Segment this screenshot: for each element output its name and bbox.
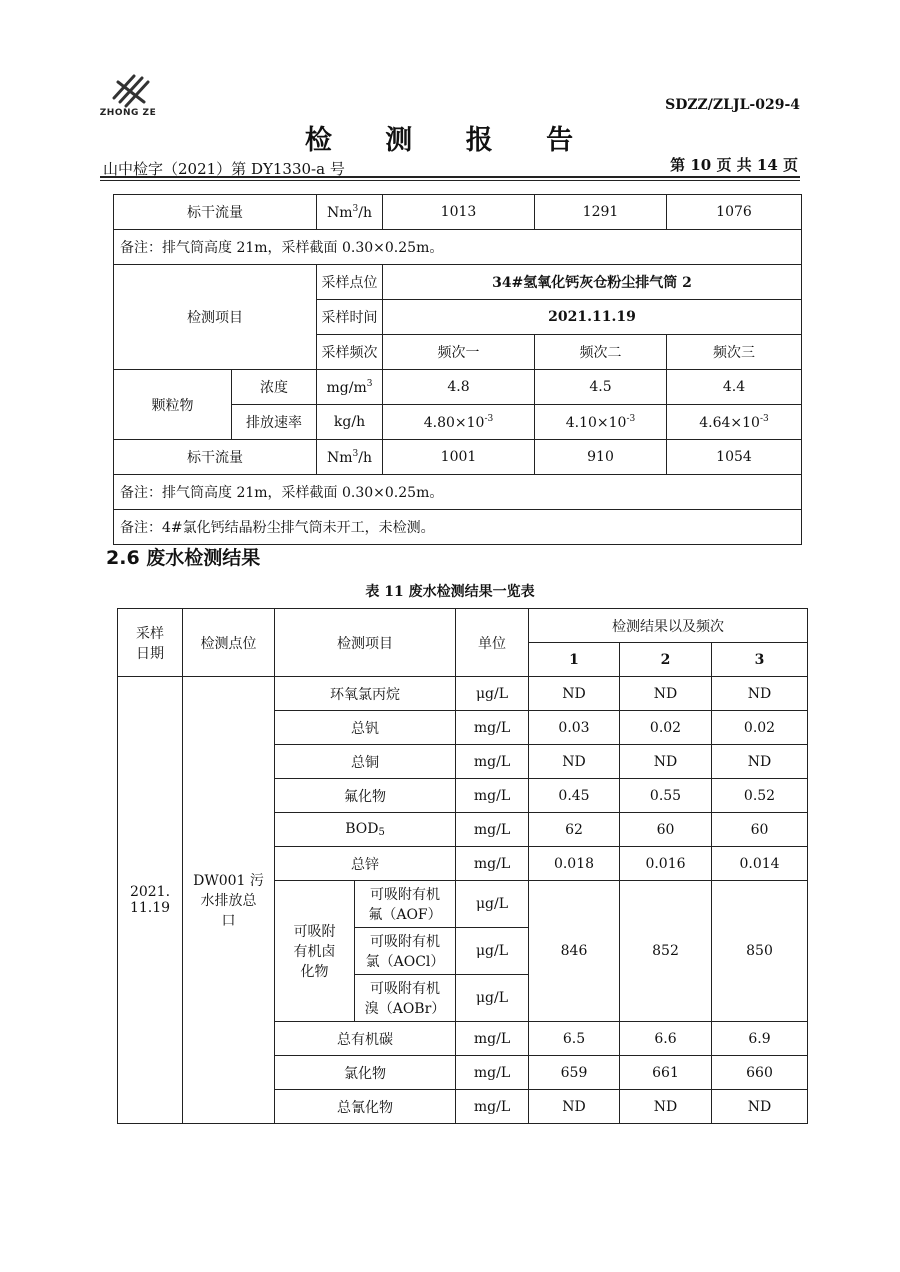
sampling-point: DW001 污 水排放总 口 — [183, 677, 275, 1124]
table-cell: ND — [712, 677, 808, 711]
item-name: 环氧氯丙烷 — [275, 677, 456, 711]
item-name: 总锌 — [275, 847, 456, 881]
sampling-point-value: 34#氢氧化钙灰仓粉尘排气筒 2 — [383, 265, 802, 300]
table-row — [114, 230, 802, 265]
sampling-point-label: 采样点位 — [317, 265, 383, 300]
table-cell: ND — [620, 1090, 712, 1124]
item-name: $BOD_5$ — [275, 813, 456, 847]
table-row — [118, 677, 808, 711]
table-cell: ND — [712, 1090, 808, 1124]
item-unit: mg/L — [456, 779, 529, 813]
table-cell: 910 — [535, 440, 667, 475]
aox-group-label: 可吸附 有机卤 化物 — [275, 881, 355, 1022]
item-unit: mg/L — [456, 1022, 529, 1056]
particulate-label: 颗粒物 — [114, 370, 232, 440]
flow-label: 标干流量 — [114, 440, 317, 475]
item-name: 总铜 — [275, 745, 456, 779]
table-cell: ND — [620, 677, 712, 711]
table-note: 备注：排气筒高度 21m，采样截面 0.30×0.25m。 — [114, 230, 802, 265]
table-cell: 0.018 — [529, 847, 620, 881]
table-cell: $4.64\times 10^{-3}$ — [667, 405, 802, 440]
wastewater-results-table — [117, 608, 808, 1124]
table-row — [114, 370, 802, 405]
page-number: 第 10 页 共 14 页 — [670, 156, 798, 174]
table-cell: 1001 — [383, 440, 535, 475]
table-cell: 0.55 — [620, 779, 712, 813]
header-results: 检测结果以及频次 — [529, 609, 808, 643]
item-unit: mg/L — [456, 847, 529, 881]
table-cell: ND — [620, 745, 712, 779]
report-title: 检 测 报 告 — [304, 125, 596, 156]
table-cell: 846 — [529, 881, 620, 1022]
item-unit: mg/L — [456, 745, 529, 779]
item-header: 检测项目 — [114, 265, 317, 370]
header-point: 检测点位 — [183, 609, 275, 677]
concentration-label: 浓度 — [232, 370, 317, 405]
table-cell: 4.4 — [667, 370, 802, 405]
item-unit: μg/L — [456, 881, 529, 928]
table-cell: 6.6 — [620, 1022, 712, 1056]
table-cell: 1291 — [535, 195, 667, 230]
table-cell: 660 — [712, 1056, 808, 1090]
zhongze-logo-icon — [104, 68, 156, 108]
table-note: 备注：排气筒高度 21m，采样截面 0.30×0.25m。 — [114, 475, 802, 510]
sampling-time-value: 2021.11.19 — [383, 300, 802, 335]
table-cell: 6.5 — [529, 1022, 620, 1056]
table-cell: 0.03 — [529, 711, 620, 745]
item-name: 总钒 — [275, 711, 456, 745]
company-logo — [98, 68, 158, 124]
item-unit: μg/L — [456, 975, 529, 1022]
item-unit: μg/L — [456, 928, 529, 975]
emission-rate-unit: kg/h — [317, 405, 383, 440]
item-name: 总氰化物 — [275, 1090, 456, 1124]
frequency-header: 频次二 — [535, 335, 667, 370]
header-rule — [100, 176, 800, 178]
item-unit: mg/L — [456, 711, 529, 745]
table-cell: 0.02 — [620, 711, 712, 745]
table-cell: $4.10\times 10^{-3}$ — [535, 405, 667, 440]
table-cell: 6.9 — [712, 1022, 808, 1056]
frequency-header: 频次三 — [667, 335, 802, 370]
logo-text: ZHONG ZE — [99, 108, 157, 118]
header-date: 采样 日期 — [118, 609, 183, 677]
frequency-label: 采样频次 — [317, 335, 383, 370]
item-name: 可吸附有机 氯（AOCl） — [355, 928, 456, 975]
table-note: 备注：4#氯化钙结晶粉尘排气筒未开工，未检测。 — [114, 510, 802, 545]
table-cell: 62 — [529, 813, 620, 847]
table-cell: 1013 — [383, 195, 535, 230]
item-name: 可吸附有机 溴（AOBr） — [355, 975, 456, 1022]
table-cell: 1054 — [667, 440, 802, 475]
item-unit: mg/L — [456, 1056, 529, 1090]
table-header-row — [118, 609, 808, 643]
table-cell: 0.52 — [712, 779, 808, 813]
table-cell: 852 — [620, 881, 712, 1022]
concentration-unit: $mg/m^3$ — [317, 370, 383, 405]
sampling-time-label: 采样时间 — [317, 300, 383, 335]
table-row — [114, 510, 802, 545]
item-name: 可吸附有机 氟（AOF） — [355, 881, 456, 928]
table-cell: 60 — [620, 813, 712, 847]
table-cell: $4.80\times 10^{-3}$ — [383, 405, 535, 440]
table-row — [114, 440, 802, 475]
item-name: 氟化物 — [275, 779, 456, 813]
table-cell: 60 — [712, 813, 808, 847]
table-cell: ND — [529, 677, 620, 711]
table-cell: ND — [712, 745, 808, 779]
flow-label: 标干流量 — [114, 195, 317, 230]
header-frequency-2: 2 — [620, 643, 712, 677]
section-title: 2.6 废水检测结果 — [106, 547, 261, 569]
flow-unit: Nm$^3$/h — [317, 195, 383, 230]
table-caption: 表 11 废水检测结果一览表 — [365, 584, 535, 600]
table-row — [114, 475, 802, 510]
table-row — [114, 265, 802, 300]
header-frequency-1: 1 — [529, 643, 620, 677]
document-code: SDZZ/ZLJL-029-4 — [665, 97, 800, 113]
table-cell: 0.014 — [712, 847, 808, 881]
table-cell: 0.45 — [529, 779, 620, 813]
table-cell: 0.016 — [620, 847, 712, 881]
header-rule-thin — [100, 180, 800, 181]
flow-unit: Nm$^3$/h — [317, 440, 383, 475]
emission-rate-label: 排放速率 — [232, 405, 317, 440]
table-cell: ND — [529, 1090, 620, 1124]
table-cell: 4.8 — [383, 370, 535, 405]
table-cell: 659 — [529, 1056, 620, 1090]
report-reference-number: 山中检字（2021）第 DY1330-a 号 — [103, 160, 345, 178]
waste-gas-table — [113, 194, 802, 545]
table-cell: 1076 — [667, 195, 802, 230]
header-frequency-3: 3 — [712, 643, 808, 677]
header-unit: 单位 — [456, 609, 529, 677]
table-row — [114, 195, 802, 230]
sampling-date: 2021. 11.19 — [118, 677, 183, 1124]
table-cell: 661 — [620, 1056, 712, 1090]
frequency-header: 频次一 — [383, 335, 535, 370]
item-name: 氯化物 — [275, 1056, 456, 1090]
table-cell: 4.5 — [535, 370, 667, 405]
table-cell: 850 — [712, 881, 808, 1022]
table-cell: 0.02 — [712, 711, 808, 745]
item-name: 总有机碳 — [275, 1022, 456, 1056]
table-cell: ND — [529, 745, 620, 779]
item-unit: mg/L — [456, 813, 529, 847]
item-unit: μg/L — [456, 677, 529, 711]
header-item: 检测项目 — [275, 609, 456, 677]
item-unit: mg/L — [456, 1090, 529, 1124]
